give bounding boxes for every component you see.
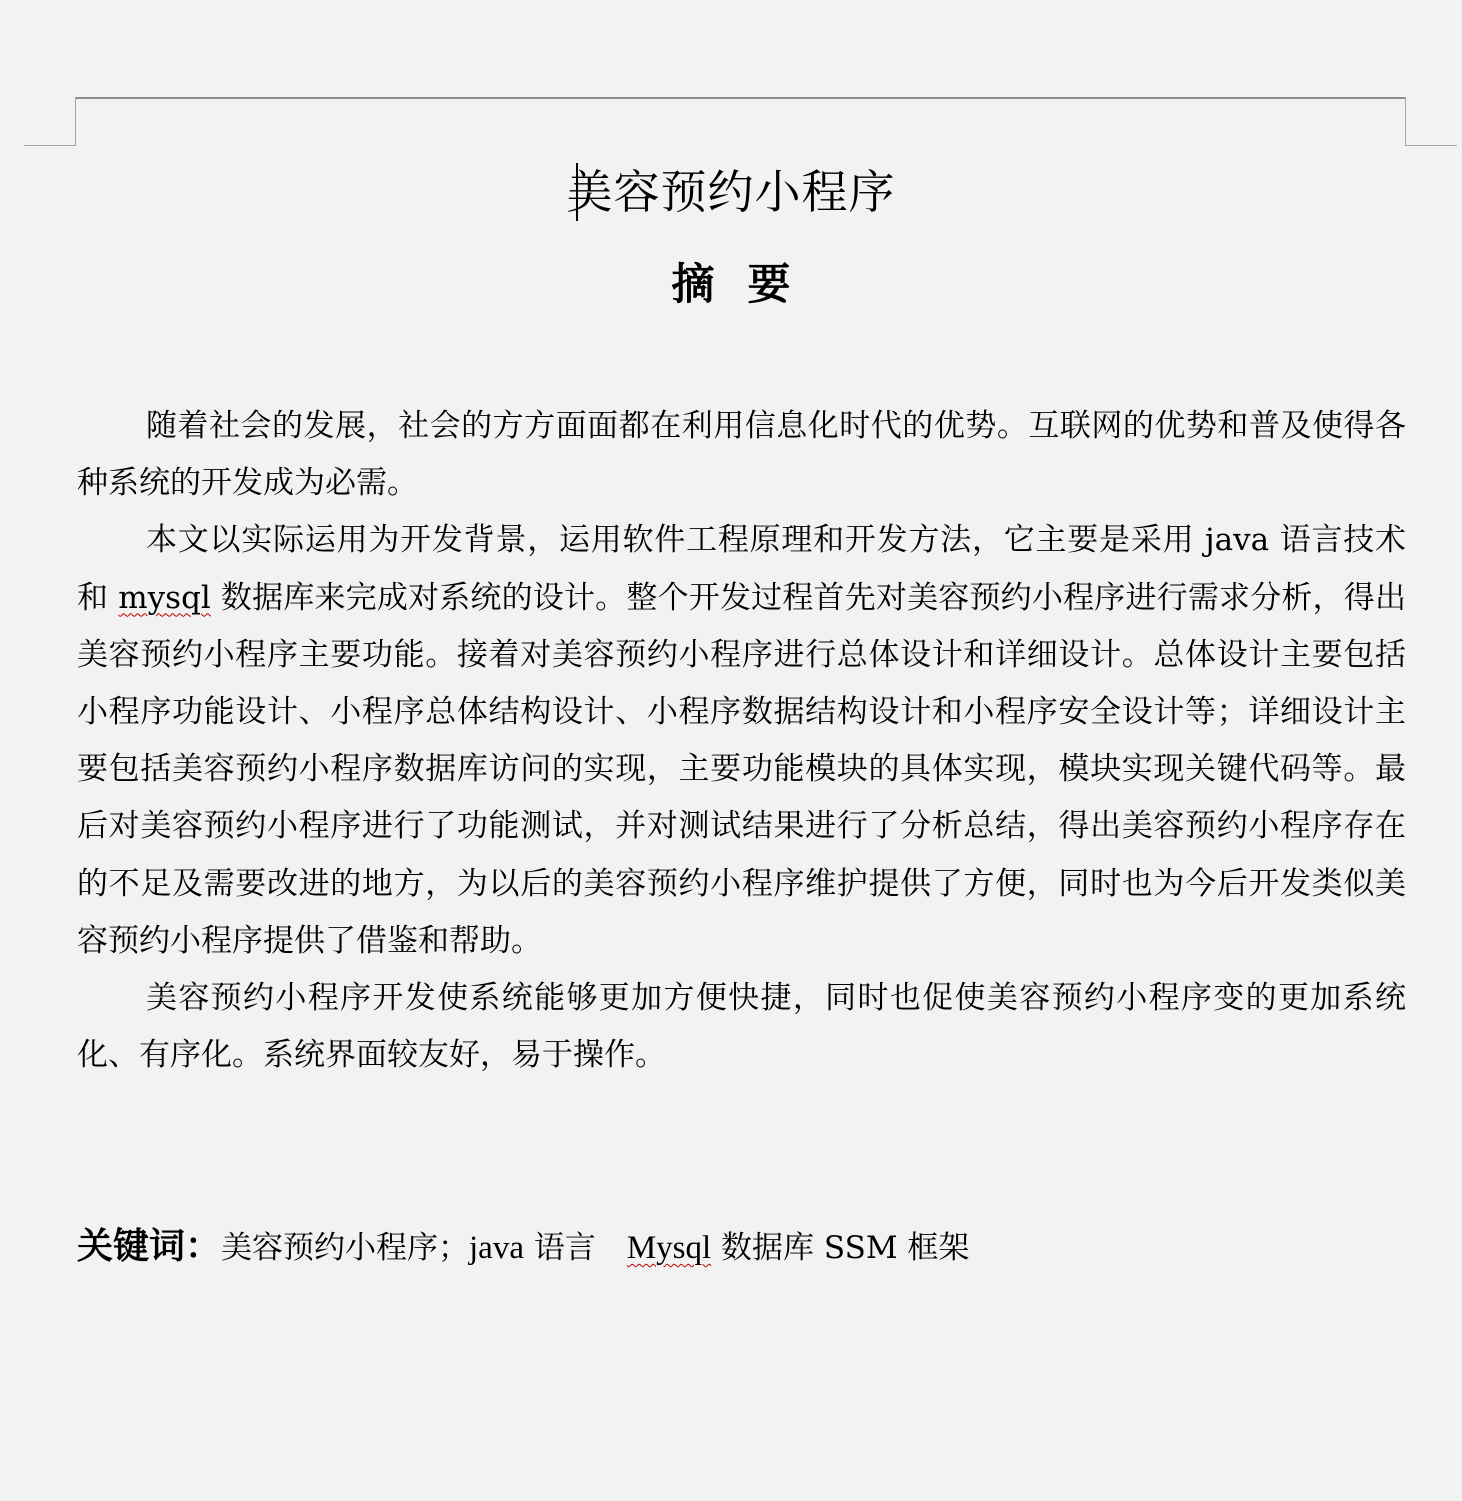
- keywords-text-lang: 语言: [523, 1230, 627, 1266]
- abstract-body[interactable]: [77, 398, 1406, 1084]
- paragraph-2-text-b: 数据库来完成对系统的设计。整个开发过程首先对美容预约小程序进行需求分析，得出美容预约小程序主要功能。接着对美容预约小程序进行总体设计和详细设计。总体设计主要包括小程序功能设计、小程序总体结构设计、小程序数据结构设计和小程序安全设计等；详细设计主要包括美容预约小程序数据库访问的实现，主要功能模块的具体实现，模块实现关键代码等。最后对美容预约小程序进行了功能测试，并对测试结果进行了分析总结，得出美容预约小程序存在的不足及需要改进的地方，为以后的美容预约小程序维护提供了方便，同时也为今后开发类似美容预约小程序提供了借鉴和帮助。: [77, 579, 1406, 959]
- paragraph-2[interactable]: [77, 512, 1406, 970]
- paragraph-2-text-a: 本文以实际运用为开发背景，运用软件工程原理和开发方法，它主要是采用 java 语言技术和: [77, 522, 1406, 616]
- page-corner-mark-right: [1405, 97, 1406, 146]
- paragraph-3[interactable]: 美容预约小程序开发使系统能够更加方便快捷，同时也促使美容预约小程序变的更加系统化、有序化。系统界面较友好，易于操作。: [77, 980, 1406, 1074]
- keywords-label: 关键词：: [77, 1226, 222, 1267]
- keywords-text-rest: 数据库 SSM 框架: [711, 1230, 970, 1266]
- abstract-heading[interactable]: 摘 要: [671, 260, 791, 310]
- keyword-java: java: [469, 1230, 524, 1266]
- paragraph-1[interactable]: 随着社会的发展，社会的方方面面都在利用信息化时代的优势。互联网的优势和普及使得各种系统的开发成为必需。: [77, 408, 1406, 502]
- page-corner-mark-left: [75, 97, 76, 146]
- page-corner-mark-left-horizontal: [24, 145, 76, 146]
- keywords-line[interactable]: [77, 1218, 1406, 1277]
- spellcheck-underline-mysql: mysql: [118, 579, 211, 616]
- spellcheck-underline-mysql-keyword: Mysql: [626, 1230, 712, 1266]
- document-title[interactable]: 美容预约小程序: [566, 165, 896, 219]
- keywords-text-a: 美容预约小程序；: [221, 1230, 470, 1266]
- page-top-border: [75, 97, 1406, 99]
- page-corner-mark-right-horizontal: [1405, 145, 1457, 146]
